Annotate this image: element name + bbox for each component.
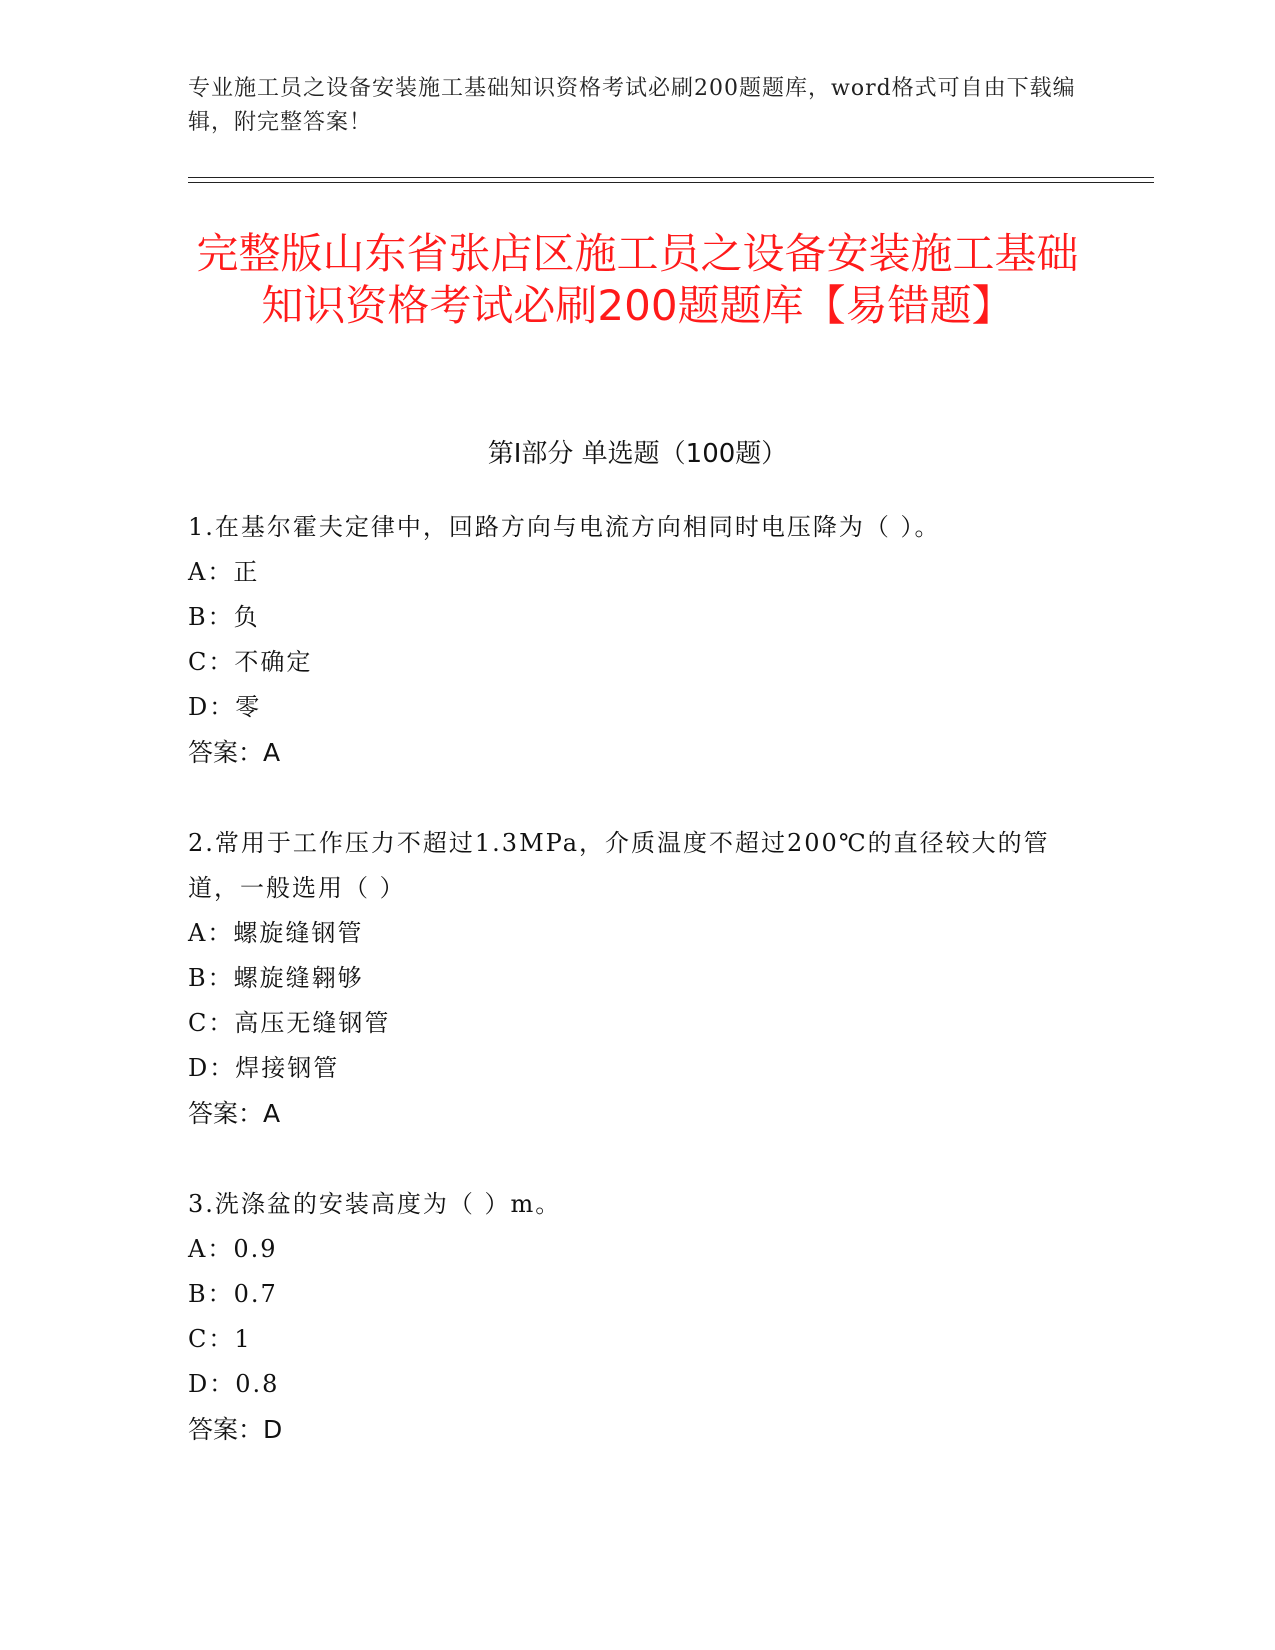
option-a: A：正	[188, 558, 260, 586]
answer: 答案：A	[188, 738, 281, 767]
option-d: D：0.8	[188, 1370, 280, 1398]
section-heading: 第I部分 单选题（100题）	[487, 439, 788, 469]
question-1	[188, 505, 1068, 776]
option-b: B：0.7	[188, 1280, 278, 1308]
question-2	[188, 821, 1068, 1137]
option-d: D：零	[188, 693, 262, 721]
answer: 答案：A	[188, 1099, 281, 1128]
question-stem: 1.在基尔霍夫定律中，回路方向与电流方向相同时电压降为（ ）。	[188, 513, 941, 541]
header-divider-bottom	[188, 182, 1154, 183]
option-c: C：1	[188, 1325, 252, 1353]
header-divider-top	[188, 177, 1154, 178]
question-stem: 3.洗涤盆的安装高度为（ ）m。	[188, 1190, 562, 1218]
option-a: A：0.9	[188, 1235, 278, 1263]
option-a: A：螺旋缝钢管	[188, 919, 364, 947]
document-title: 完整版山东省张店区施工员之设备安装施工基础知识资格考试必刷200题题库【易错题】	[196, 229, 1079, 330]
question-stem: 2.常用于工作压力不超过1.3MPa，介质温度不超过200℃的直径较大的管道，一般选用（ ）	[188, 829, 1050, 902]
option-c: C：不确定	[188, 648, 313, 676]
option-b: B：负	[188, 603, 260, 631]
option-c: C：高压无缝钢管	[188, 1009, 391, 1037]
header-note: 专业施工员之设备安装施工基础知识资格考试必刷200题题库，word格式可自由下载编辑，附完整答案！	[188, 76, 1076, 135]
answer: 答案：D	[188, 1415, 283, 1444]
question-3	[188, 1182, 1068, 1453]
option-b: B：螺旋缝翱够	[188, 964, 364, 992]
option-d: D：焊接钢管	[188, 1054, 340, 1082]
